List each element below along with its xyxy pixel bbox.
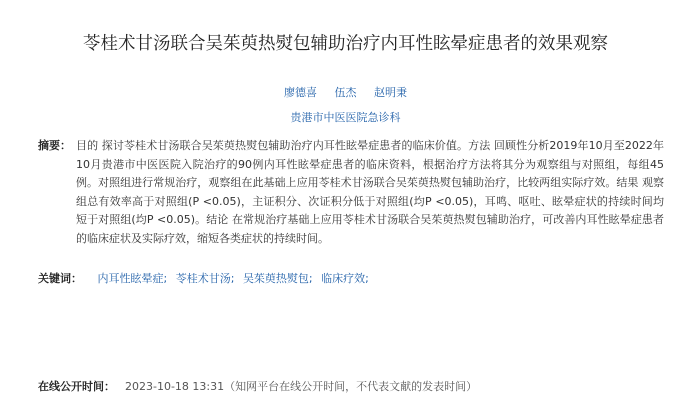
keyword-link-4[interactable]: 临床疗效; (321, 272, 369, 285)
author-list (0, 85, 691, 101)
author-link-2[interactable]: 伍杰 (334, 86, 357, 99)
publish-time-section (38, 378, 664, 396)
author-link-3[interactable]: 赵明秉 (374, 86, 407, 99)
keyword-link-3[interactable]: 吴茱萸热熨包; (242, 272, 313, 285)
abstract-label: 摘要： (38, 139, 71, 152)
article-title: 苓桂术甘汤联合吴茱萸热熨包辅助治疗内耳性眩晕症患者的效果观察 (83, 34, 608, 54)
keyword-link-1[interactable]: 内耳性眩晕症; (97, 272, 168, 285)
publish-time-value: 2023-10-18 13:31（知网平台在线公开时间，不代表文献的发表时间） (125, 380, 478, 393)
keywords-label: 关键词： (38, 272, 82, 285)
keywords-section (38, 270, 664, 288)
keyword-link-2[interactable]: 苓桂术甘汤; (175, 272, 235, 285)
author-link-1[interactable]: 廖德喜 (284, 86, 317, 99)
abstract-text: 目的 探讨苓桂术甘汤联合吴茱萸热熨包辅助治疗内耳性眩晕症患者的临床价值。方法 回顾性分析2019年10月至2022年10月贵港市中医医院入院治疗的90例内耳性眩晕症患者的临床资料，根据治疗方法将其分为观察组与对照组，每组45例。对照组进行常规治疗，观察组在此基础上应用苓桂术甘汤联合吴茱萸热熨包辅助治疗，比较两组实际疗效。结果 观察组总有效率高于对照组(P <0.05)，主证积分、次证积分低于对照组(均P <0.05)，耳鸣、呕吐、眩晕症状的持续时间均短于对照组(均P <0.05)。结论 在常规治疗基础上应用苓桂术甘汤联合吴茱萸热熨包辅助治疗，可改善内耳性眩晕症患者的临床症状及实际疗效，缩短各类症状的持续时间。 (76, 139, 664, 245)
publish-time-label: 在线公开时间： (38, 380, 115, 393)
abstract-section (38, 137, 664, 248)
affiliation-link[interactable]: 贵港市中医医院急诊科 (290, 111, 401, 124)
